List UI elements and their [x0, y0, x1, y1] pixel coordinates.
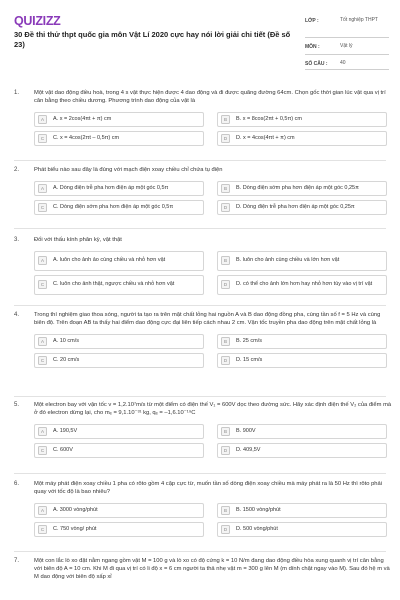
option-a[interactable]	[34, 503, 204, 518]
option-d[interactable]	[217, 522, 387, 537]
option-text: A. luôn cho ảnh ảo cùng chiều và nhỏ hơn vật	[53, 257, 166, 264]
divider	[14, 228, 386, 229]
question-6	[14, 481, 392, 537]
option-b[interactable]	[217, 181, 387, 196]
meta-row-count	[305, 57, 389, 70]
option-letter: D	[221, 203, 230, 212]
option-a[interactable]	[34, 112, 204, 127]
option-a[interactable]	[34, 424, 204, 439]
options-grid	[34, 181, 392, 215]
divider	[14, 473, 386, 474]
option-c[interactable]	[34, 522, 204, 537]
meta-value: Tốt nghiệp THPT	[340, 17, 378, 23]
question-number: 3.	[14, 237, 20, 243]
option-letter: A	[38, 506, 47, 515]
option-letter: C	[38, 280, 47, 289]
option-d[interactable]	[217, 353, 387, 368]
divider	[14, 305, 386, 306]
option-letter: A	[38, 115, 47, 124]
option-c[interactable]	[34, 131, 204, 146]
question-number: 4.	[14, 312, 20, 318]
question-number: 7.	[14, 558, 20, 564]
option-letter: D	[221, 525, 230, 534]
option-text: C. x = 4cos(2πt – 0,5π) cm	[53, 134, 120, 141]
option-c[interactable]	[34, 200, 204, 215]
question-text: Một con lắc lò xo đặt nằm ngang gồm vật M = 100 g và lò xo có độ cứng k = 10 N/m đang dao động điều hòa xung quanh vị trí cân bằng với biên độ A = 10 cm. Khi M đi qua vị trí có li độ x = 6 cm người ta thả nhẹ vật m = 300 g lên M (m dính chặt ngay vào M). Sau đó hệ m và M dao động với biên độ xấp xỉ	[34, 558, 390, 580]
option-text: C. 20 cm/s	[53, 356, 80, 363]
option-a[interactable]	[34, 181, 204, 196]
question-2	[14, 167, 392, 215]
option-text: C. 600V	[53, 446, 73, 453]
option-letter: A	[38, 184, 47, 193]
quizizz-logo: QUIZIZZ	[14, 14, 61, 28]
question-number: 6.	[14, 481, 20, 487]
meta-label: LỚP :	[305, 18, 319, 24]
meta-row-subject	[305, 40, 389, 55]
option-text: C. 750 vòng/ phút	[53, 525, 97, 532]
option-text: B. Dòng điện sớm pha hơn điện áp một góc 0,25π	[236, 184, 359, 191]
option-letter: B	[221, 506, 230, 515]
option-letter: B	[221, 337, 230, 346]
divider	[14, 396, 386, 397]
option-text: B. 25 cm/s	[236, 337, 262, 344]
option-text: A. 190,5V	[53, 427, 78, 434]
option-b[interactable]	[217, 424, 387, 439]
question-3	[14, 237, 392, 295]
option-text: A. 3000 vòng/phút	[53, 506, 98, 513]
option-text: A. x = 2cos(4πt + π) cm	[53, 115, 112, 122]
option-c[interactable]	[34, 275, 204, 295]
question-7	[14, 558, 392, 581]
option-letter: C	[38, 356, 47, 365]
option-text: C. luôn cho ảnh thật, ngược chiều và nhỏ hơn vật	[53, 281, 175, 288]
option-letter: A	[38, 256, 47, 265]
question-number: 2.	[14, 167, 20, 173]
options-grid	[34, 251, 392, 295]
option-text: D. 409,5V	[236, 446, 261, 453]
question-1	[14, 90, 392, 146]
option-c[interactable]	[34, 353, 204, 368]
option-text: B. 900V	[236, 427, 256, 434]
question-text: Một electron bay với vận tốc v = 1,2.10⁷m/s từ một điểm có điện thế V₁ = 600V dọc theo đường sức. Hãy xác định điện thế V₂ của điểm mà ở đó electron dừng lại, cho mₑ = 9,1.10⁻³¹ kg, qₑ = –1,6.10⁻¹⁹C	[34, 402, 392, 416]
question-text: Một vật dao động điều hoà, trong 4 s vật thực hiện được 4 dao động và đi được quãng đường 64cm. Chọn gốc thời gian lúc vật qua vị trí cân bằng theo chiều dương. Phương trình dao động của vật là	[34, 90, 386, 104]
option-text: B. x = 8cos(2πt + 0,5π) cm	[236, 115, 302, 122]
meta-label: SỐ CÂU :	[305, 61, 328, 67]
options-grid	[34, 424, 392, 458]
options-grid	[34, 334, 392, 368]
option-letter: D	[221, 280, 230, 289]
option-text: D. Dòng điện trễ pha hơn điện áp một góc 0,25π	[236, 203, 355, 210]
option-letter: D	[221, 356, 230, 365]
option-letter: D	[221, 446, 230, 455]
option-text: B. luôn cho ảnh cùng chiều và lớn hơn vật	[236, 257, 340, 264]
divider	[14, 160, 386, 161]
option-text: A. Dòng điện trễ pha hơn điện áp một góc 0,5π	[53, 184, 169, 191]
question-text: Trong thí nghiệm giao thoa sóng, người ta tạo ra trên mặt chất lỏng hai nguồn A và B dao động đồng pha, cùng tần số f = 5 Hz và cùng biên độ. Trên đoạn AB ta thấy hai điểm dao động cực đại liên tiếp cách nhau 2 cm. Vận tốc truyền pha dao động trên mặt chất lỏng là	[34, 312, 381, 326]
option-letter: B	[221, 427, 230, 436]
option-text: D. x = 4cos(4πt + π) cm	[236, 134, 295, 141]
option-letter: C	[38, 446, 47, 455]
option-d[interactable]	[217, 275, 387, 295]
option-d[interactable]	[217, 443, 387, 458]
option-b[interactable]	[217, 112, 387, 127]
option-letter: C	[38, 203, 47, 212]
document-title: 30 Đề thi thử thpt quốc gia môn Vật Lí 2020 cực hay nói lời giải chi tiết (Đề số 23)	[14, 30, 291, 49]
option-d[interactable]	[217, 131, 387, 146]
question-5	[14, 402, 392, 458]
option-letter: C	[38, 525, 47, 534]
option-text: D. có thể cho ảnh lớn hơn hay nhỏ hơn tùy vào vị trí vật	[236, 281, 373, 288]
meta-label: MÔN :	[305, 44, 320, 50]
options-grid	[34, 112, 392, 146]
option-letter: A	[38, 427, 47, 436]
option-d[interactable]	[217, 200, 387, 215]
question-text: Phát biểu nào sau đây là đúng với mạch điện xoay chiều chỉ chứa tụ điện	[34, 167, 223, 173]
option-letter: B	[221, 115, 230, 124]
option-text: D. 15 cm/s	[236, 356, 263, 363]
option-b[interactable]	[217, 503, 387, 518]
question-number: 5.	[14, 402, 20, 408]
question-text: Một máy phát điện xoay chiều 1 pha có rôto gồm 4 cặp cực từ, muốn tần số dòng điện xoay chiều mà máy phát ra là 50 Hz thì rôto phải quay với tốc độ là bao nhiêu?	[34, 481, 383, 495]
question-number: 1.	[14, 90, 20, 96]
meta-row-class	[305, 17, 389, 38]
option-text: D. 500 vòng/phút	[236, 525, 278, 532]
option-a[interactable]	[34, 334, 204, 349]
divider	[14, 551, 386, 552]
option-a[interactable]	[34, 251, 204, 271]
meta-panel	[305, 17, 389, 70]
option-letter: D	[221, 134, 230, 143]
option-letter: C	[38, 134, 47, 143]
option-letter: A	[38, 337, 47, 346]
question-text: Đối với thấu kính phân kỳ, vật thật	[34, 237, 122, 243]
option-text: A. 10 cm/s	[53, 337, 79, 344]
options-grid	[34, 503, 392, 537]
meta-value: 40	[340, 60, 346, 66]
option-text: B. 1500 vòng/phút	[236, 506, 281, 513]
option-letter: B	[221, 256, 230, 265]
option-letter: B	[221, 184, 230, 193]
option-b[interactable]	[217, 251, 387, 271]
question-4	[14, 312, 392, 368]
option-c[interactable]	[34, 443, 204, 458]
meta-value: Vật lý	[340, 43, 353, 49]
option-text: C. Dòng điện sớm pha hơn điện áp một góc 0,5π	[53, 203, 174, 210]
option-b[interactable]	[217, 334, 387, 349]
